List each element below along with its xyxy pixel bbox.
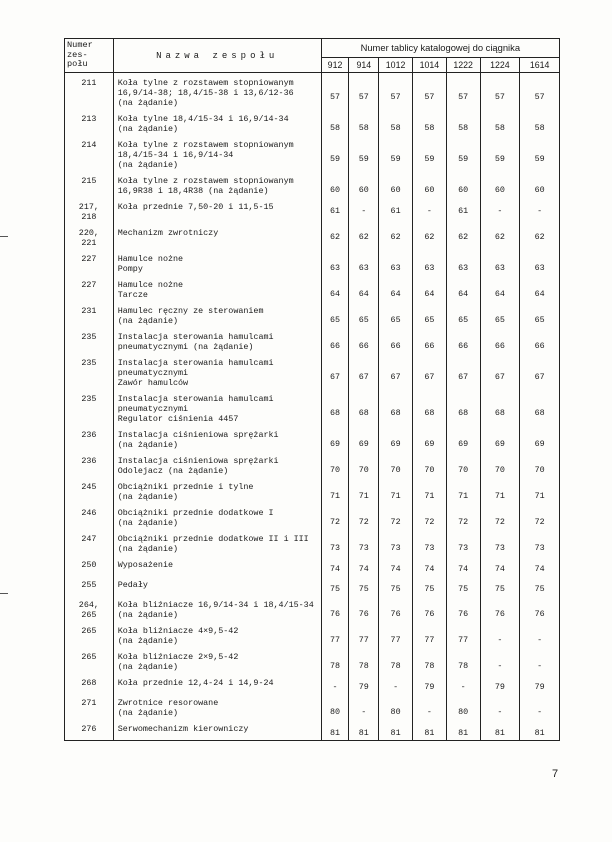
scan-mark-top xyxy=(0,236,8,237)
catalog-value: 71 xyxy=(358,491,369,501)
catalog-value: 68 xyxy=(329,408,341,418)
catalog-value: 78 xyxy=(390,661,401,671)
catalog-value: 58 xyxy=(494,123,505,133)
catalog-value: 61 xyxy=(458,206,469,216)
catalog-value: - xyxy=(497,635,503,645)
catalog-value: 69 xyxy=(458,439,469,449)
part-number: 211 xyxy=(65,73,114,111)
catalog-value: 59 xyxy=(494,154,505,164)
catalog-value: 71 xyxy=(329,491,341,501)
catalog-value: 67 xyxy=(458,372,469,382)
part-number: 236 xyxy=(65,452,114,478)
catalog-value: 66 xyxy=(390,341,401,351)
catalog-value: 70 xyxy=(424,465,435,475)
part-number: 245 xyxy=(65,478,114,504)
catalog-value: 64 xyxy=(424,289,435,299)
catalog-value: - xyxy=(537,661,543,671)
table-row xyxy=(65,172,560,198)
part-number: 227 xyxy=(65,250,114,276)
catalog-value: 57 xyxy=(358,92,369,102)
part-number: 265 xyxy=(65,648,114,674)
catalog-value: 72 xyxy=(390,517,401,527)
catalog-value: 67 xyxy=(358,372,369,382)
catalog-value: 68 xyxy=(458,408,469,418)
part-name: Obciążniki przednie dodatkowe I (na żądanie) xyxy=(113,504,321,530)
catalog-value: 61 xyxy=(329,206,341,216)
part-name: Instalacja ciśnieniowa sprężarki (na żądanie) xyxy=(113,426,321,452)
catalog-value: 60 xyxy=(390,185,401,195)
table-row xyxy=(65,198,560,224)
catalog-value: 64 xyxy=(329,289,341,299)
column-header-group: Numer tablicy katalogowej do ciągnika xyxy=(321,39,559,58)
catalog-value: 81 xyxy=(494,728,505,738)
catalog-value: 69 xyxy=(494,439,505,449)
model-header: 914 xyxy=(349,58,379,73)
catalog-value: - xyxy=(537,707,543,717)
catalog-value: 74 xyxy=(534,564,545,574)
catalog-value: 62 xyxy=(534,232,545,242)
model-header: 1014 xyxy=(412,58,446,73)
catalog-value: 57 xyxy=(458,92,469,102)
part-number: 220, 221 xyxy=(65,224,114,250)
table-row xyxy=(65,110,560,136)
catalog-value: 76 xyxy=(424,609,435,619)
catalog-value: 66 xyxy=(329,341,341,351)
table-row xyxy=(65,276,560,302)
catalog-value: 59 xyxy=(329,154,341,164)
catalog-value: 73 xyxy=(458,543,469,553)
catalog-value: 73 xyxy=(358,543,369,553)
catalog-value: 59 xyxy=(424,154,435,164)
catalog-value: 67 xyxy=(494,372,505,382)
catalog-value: 81 xyxy=(424,728,435,738)
part-number: 264, 265 xyxy=(65,596,114,622)
catalog-value: 60 xyxy=(458,185,469,195)
catalog-value: 64 xyxy=(534,289,545,299)
table-row xyxy=(65,390,560,426)
catalog-value: 75 xyxy=(358,584,369,594)
catalog-value: 81 xyxy=(329,728,341,738)
catalog-value: 65 xyxy=(424,315,435,325)
catalog-value: 66 xyxy=(424,341,435,351)
table-row xyxy=(65,674,560,694)
catalog-value: 67 xyxy=(534,372,545,382)
part-name: Koła tylne 18,4/15-34 i 16,9/14-34 (na żądanie) xyxy=(113,110,321,136)
part-name: Koła tylne z rozstawem stopniowanym 18,4/15-34 i 16,9/14-34 (na żądanie) xyxy=(113,136,321,172)
part-name: Instalacja sterowania hamulcami pneumatycznymi Regulator ciśnienia 4457 xyxy=(113,390,321,426)
catalog-value: 58 xyxy=(329,123,341,133)
catalog-value: 60 xyxy=(494,185,505,195)
part-name: Zwrotnice resorowane (na żądanie) xyxy=(113,694,321,720)
catalog-value: 63 xyxy=(534,263,545,273)
catalog-value: 60 xyxy=(534,185,545,195)
catalog-value: 77 xyxy=(458,635,469,645)
catalog-value: 78 xyxy=(358,661,369,671)
part-name: Hamulec ręczny ze sterowaniem (na żądanie) xyxy=(113,302,321,328)
part-number: 268 xyxy=(65,674,114,694)
part-name: Koła bliźniacze 4×9,5-42 (na żądanie) xyxy=(113,622,321,648)
part-number: 255 xyxy=(65,576,114,596)
model-header: 912 xyxy=(321,58,349,73)
catalog-value: 63 xyxy=(358,263,369,273)
column-header-number: Numer zes- połu xyxy=(65,39,114,73)
table-row xyxy=(65,576,560,596)
part-number: 276 xyxy=(65,720,114,741)
column-header-name: Nazwa zespołu xyxy=(113,39,321,73)
catalog-value: 70 xyxy=(458,465,469,475)
part-number: 265 xyxy=(65,622,114,648)
catalog-value: 81 xyxy=(534,728,545,738)
part-name: Instalacja sterowania hamulcami pneumatycznymi (na żądanie) xyxy=(113,328,321,354)
part-number: 235 xyxy=(65,328,114,354)
catalog-value: 81 xyxy=(458,728,469,738)
catalog-value: 74 xyxy=(358,564,369,574)
catalog-value: 76 xyxy=(534,609,545,619)
catalog-value: 59 xyxy=(458,154,469,164)
catalog-value: 71 xyxy=(534,491,545,501)
part-number: 271 xyxy=(65,694,114,720)
catalog-value: 72 xyxy=(494,517,505,527)
table-row xyxy=(65,328,560,354)
catalog-value: 57 xyxy=(424,92,435,102)
catalog-value: 71 xyxy=(424,491,435,501)
catalog-value: 68 xyxy=(534,408,545,418)
catalog-value: 70 xyxy=(358,465,369,475)
catalog-value: 69 xyxy=(534,439,545,449)
catalog-value: 77 xyxy=(329,635,341,645)
catalog-value: - xyxy=(426,206,432,216)
part-name: Instalacja ciśnieniowa sprężarki Odolejacz (na żądanie) xyxy=(113,452,321,478)
catalog-value: 58 xyxy=(424,123,435,133)
part-name: Koła tylne z rozstawem stopniowanym 16,9/14-38; 18,4/15-38 i 13,6/12-36 (na żądanie) xyxy=(113,73,321,111)
catalog-value: 68 xyxy=(424,408,435,418)
table-row xyxy=(65,452,560,478)
table-row xyxy=(65,556,560,576)
part-number: 250 xyxy=(65,556,114,576)
catalog-value: 79 xyxy=(424,682,435,692)
catalog-value: 76 xyxy=(329,609,341,619)
table-row xyxy=(65,648,560,674)
catalog-value: - xyxy=(537,635,543,645)
catalog-value: - xyxy=(497,707,503,717)
catalog-value: 69 xyxy=(358,439,369,449)
part-name: Koła bliźniacze 16,9/14-34 i 18,4/15-34 (na żądanie) xyxy=(113,596,321,622)
model-header: 1224 xyxy=(480,58,520,73)
catalog-value: 80 xyxy=(329,707,341,717)
catalog-value: 78 xyxy=(424,661,435,671)
catalog-value: 62 xyxy=(424,232,435,242)
catalog-value: 59 xyxy=(390,154,401,164)
catalog-value: 73 xyxy=(329,543,341,553)
table-row xyxy=(65,720,560,741)
catalog-value: 63 xyxy=(494,263,505,273)
catalog-value: 70 xyxy=(494,465,505,475)
catalog-value: 80 xyxy=(458,707,469,717)
catalog-value: 63 xyxy=(390,263,401,273)
catalog-value: 65 xyxy=(534,315,545,325)
catalog-value: 71 xyxy=(458,491,469,501)
catalog-value: 60 xyxy=(358,185,369,195)
catalog-value: 76 xyxy=(358,609,369,619)
part-name: Instalacja sterowania hamulcami pneumatycznymi Zawór hamulców xyxy=(113,354,321,390)
catalog-value: 70 xyxy=(534,465,545,475)
catalog-value: 63 xyxy=(458,263,469,273)
catalog-value: 72 xyxy=(358,517,369,527)
scan-mark-bottom xyxy=(0,593,8,594)
catalog-value: 70 xyxy=(329,465,341,475)
catalog-value: 73 xyxy=(494,543,505,553)
catalog-value: 79 xyxy=(494,682,505,692)
catalog-value: 66 xyxy=(458,341,469,351)
part-name: Hamulce nożne Pompy xyxy=(113,250,321,276)
catalog-value: 73 xyxy=(424,543,435,553)
table-row xyxy=(65,250,560,276)
catalog-value: 76 xyxy=(458,609,469,619)
table-row xyxy=(65,530,560,556)
model-header: 1222 xyxy=(446,58,480,73)
catalog-value: 60 xyxy=(329,185,341,195)
catalog-value: 77 xyxy=(358,635,369,645)
catalog-value: 62 xyxy=(390,232,401,242)
catalog-value: 67 xyxy=(390,372,401,382)
catalog-value: - xyxy=(426,707,432,717)
catalog-value: 69 xyxy=(390,439,401,449)
catalog-value: 64 xyxy=(458,289,469,299)
catalog-value: 58 xyxy=(534,123,545,133)
catalog-value: - xyxy=(497,661,503,671)
catalog-value: 58 xyxy=(358,123,369,133)
catalog-value: 72 xyxy=(534,517,545,527)
part-name: Mechanizm zwrotniczy xyxy=(113,224,321,250)
table-row xyxy=(65,136,560,172)
part-number: 227 xyxy=(65,276,114,302)
catalog-value: 71 xyxy=(494,491,505,501)
catalog-value: 62 xyxy=(458,232,469,242)
catalog-value: 65 xyxy=(329,315,341,325)
catalog-value: 77 xyxy=(390,635,401,645)
page-number: 7 xyxy=(552,768,559,780)
part-number: 235 xyxy=(65,354,114,390)
part-number: 246 xyxy=(65,504,114,530)
part-name: Wyposażenie xyxy=(113,556,321,576)
catalog-table xyxy=(64,38,560,741)
part-name: Obciążniki przednie dodatkowe II i III (na żądanie) xyxy=(113,530,321,556)
part-number: 235 xyxy=(65,390,114,426)
model-header: 1012 xyxy=(379,58,413,73)
model-header: 1614 xyxy=(520,58,560,73)
catalog-value: 69 xyxy=(424,439,435,449)
catalog-value: 63 xyxy=(329,263,341,273)
catalog-value: 74 xyxy=(329,564,341,574)
part-number: 215 xyxy=(65,172,114,198)
catalog-value: - xyxy=(332,682,338,692)
catalog-value: 76 xyxy=(390,609,401,619)
catalog-value: 68 xyxy=(358,408,369,418)
catalog-value: 75 xyxy=(458,584,469,594)
catalog-value: 72 xyxy=(329,517,341,527)
catalog-value: 74 xyxy=(424,564,435,574)
table-row xyxy=(65,478,560,504)
table-row xyxy=(65,622,560,648)
catalog-value: 81 xyxy=(390,728,401,738)
catalog-value: 78 xyxy=(329,661,341,671)
catalog-value: 63 xyxy=(424,263,435,273)
catalog-value: 80 xyxy=(390,707,401,717)
catalog-value: 79 xyxy=(358,682,369,692)
table-body xyxy=(65,73,560,741)
table-row xyxy=(65,694,560,720)
catalog-value: 57 xyxy=(329,92,341,102)
catalog-value: 65 xyxy=(494,315,505,325)
part-name: Koła tylne z rozstawem stopniowanym 16,9R38 i 18,4R38 (na żądanie) xyxy=(113,172,321,198)
part-name: Koła przednie 12,4-24 i 14,9-24 xyxy=(113,674,321,694)
part-name: Pedały xyxy=(113,576,321,596)
part-number: 236 xyxy=(65,426,114,452)
catalog-value: 64 xyxy=(494,289,505,299)
catalog-value: 65 xyxy=(458,315,469,325)
catalog-value: - xyxy=(537,206,543,216)
part-number: 247 xyxy=(65,530,114,556)
catalog-value: 77 xyxy=(424,635,435,645)
part-number: 217, 218 xyxy=(65,198,114,224)
catalog-value: 79 xyxy=(534,682,545,692)
table-row xyxy=(65,224,560,250)
catalog-value: 58 xyxy=(458,123,469,133)
catalog-value: 75 xyxy=(534,584,545,594)
catalog-value: 57 xyxy=(534,92,545,102)
table-row xyxy=(65,504,560,530)
table-row xyxy=(65,426,560,452)
catalog-value: 74 xyxy=(458,564,469,574)
catalog-value: 75 xyxy=(424,584,435,594)
catalog-value: - xyxy=(497,206,503,216)
part-name: Koła bliźniacze 2×9,5-42 (na żądanie) xyxy=(113,648,321,674)
catalog-value: 75 xyxy=(494,584,505,594)
catalog-value: - xyxy=(361,206,367,216)
catalog-value: 75 xyxy=(329,584,341,594)
catalog-value: - xyxy=(361,707,367,717)
catalog-value: 74 xyxy=(494,564,505,574)
catalog-value: 59 xyxy=(358,154,369,164)
catalog-value: 68 xyxy=(494,408,505,418)
table-row xyxy=(65,302,560,328)
catalog-value: 62 xyxy=(494,232,505,242)
catalog-value: 62 xyxy=(329,232,341,242)
catalog-value: 69 xyxy=(329,439,341,449)
catalog-value: 73 xyxy=(390,543,401,553)
catalog-value: 73 xyxy=(534,543,545,553)
catalog-value: 74 xyxy=(390,564,401,574)
catalog-value: 68 xyxy=(390,408,401,418)
catalog-value: 67 xyxy=(329,372,341,382)
catalog-value: 66 xyxy=(358,341,369,351)
catalog-value: 64 xyxy=(358,289,369,299)
catalog-value: 62 xyxy=(358,232,369,242)
catalog-value: 66 xyxy=(494,341,505,351)
part-number: 214 xyxy=(65,136,114,172)
catalog-value: 57 xyxy=(390,92,401,102)
catalog-value: 71 xyxy=(390,491,401,501)
catalog-value: 65 xyxy=(358,315,369,325)
catalog-value: 67 xyxy=(424,372,435,382)
table-row xyxy=(65,596,560,622)
catalog-value: 75 xyxy=(390,584,401,594)
catalog-value: - xyxy=(460,682,466,692)
catalog-value: 78 xyxy=(458,661,469,671)
catalog-value: 57 xyxy=(494,92,505,102)
table-row xyxy=(65,354,560,390)
part-name: Hamulce nożne Tarcze xyxy=(113,276,321,302)
catalog-value: 65 xyxy=(390,315,401,325)
catalog-value: 61 xyxy=(390,206,401,216)
catalog-value: 59 xyxy=(534,154,545,164)
part-name: Obciążniki przednie i tylne (na żądanie) xyxy=(113,478,321,504)
catalog-value: - xyxy=(393,682,399,692)
table-row xyxy=(65,73,560,111)
part-number: 213 xyxy=(65,110,114,136)
catalog-value: 72 xyxy=(424,517,435,527)
part-name: Serwomechanizm kierowniczy xyxy=(113,720,321,741)
catalog-value: 70 xyxy=(390,465,401,475)
catalog-value: 81 xyxy=(358,728,369,738)
part-number: 231 xyxy=(65,302,114,328)
catalog-value: 58 xyxy=(390,123,401,133)
catalog-value: 76 xyxy=(494,609,505,619)
catalog-value: 72 xyxy=(458,517,469,527)
part-name: Koła przednie 7,50-20 i 11,5-15 xyxy=(113,198,321,224)
catalog-value: 64 xyxy=(390,289,401,299)
catalog-value: 60 xyxy=(424,185,435,195)
catalog-value: 66 xyxy=(534,341,545,351)
